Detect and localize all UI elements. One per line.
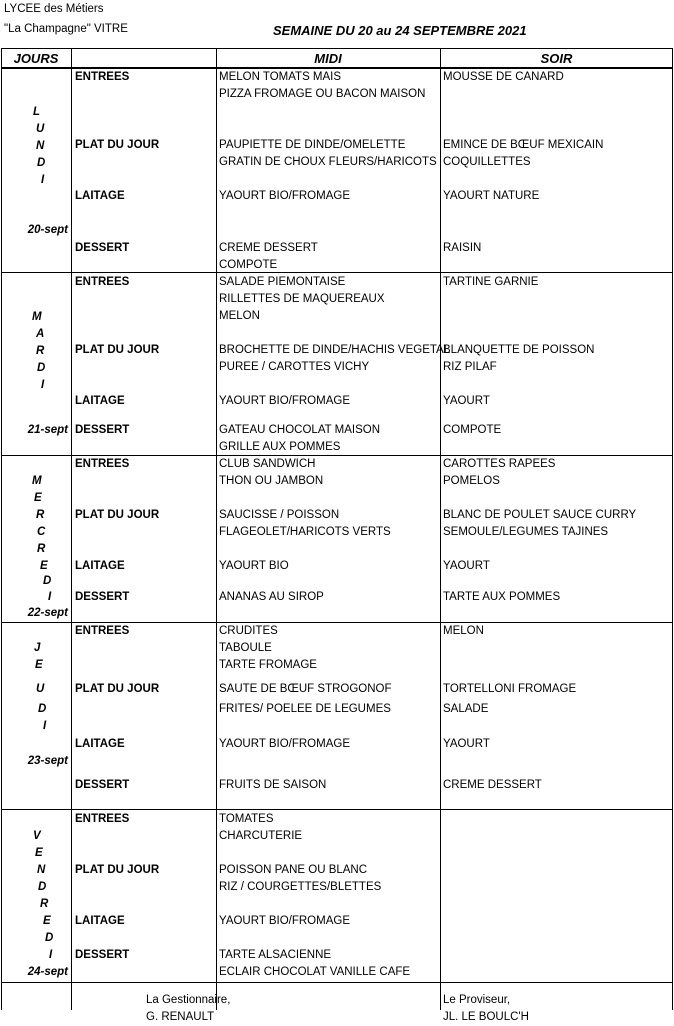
category-label: ENTREES	[75, 813, 130, 825]
day-letter: D	[37, 362, 46, 374]
day-letter: C	[37, 526, 46, 538]
day-letter: E	[40, 560, 48, 572]
soir-item: MELON	[443, 625, 484, 637]
category-label: PLAT DU JOUR	[75, 683, 160, 695]
column-divider-jours	[71, 48, 72, 1010]
table-border-top	[1, 48, 673, 49]
category-label: LAITAGE	[75, 190, 125, 202]
signature-gestionnaire-role: La Gestionnaire,	[146, 994, 231, 1006]
midi-item: CREME DESSERT	[219, 242, 318, 254]
day-date: 21-sept	[27, 424, 68, 436]
day-date: 20-sept	[27, 224, 68, 236]
category-label: ENTREES	[75, 458, 130, 470]
soir-item: COMPOTE	[443, 424, 502, 436]
midi-item: RILLETTES DE MAQUEREAUX	[219, 293, 385, 305]
day-letter: R	[36, 509, 45, 521]
school-subtitle: "La Champagne" VITRE	[4, 23, 128, 35]
category-label: LAITAGE	[75, 915, 125, 927]
menu-title: SEMAINE DU 20 au 24 SEPTEMBRE 2021	[273, 23, 527, 38]
day-letter: I	[48, 591, 52, 603]
soir-item: POMELOS	[443, 475, 500, 487]
midi-item: PIZZA FROMAGE OU BACON MAISON	[219, 88, 426, 100]
category-label: PLAT DU JOUR	[75, 344, 160, 356]
midi-item: YAOURT BIO/FROMAGE	[219, 738, 350, 750]
midi-item: YAOURT BIO/FROMAGE	[219, 395, 350, 407]
day-letter: D	[38, 703, 47, 715]
day-letter: I	[43, 720, 47, 732]
soir-item: TORTELLONI FROMAGE	[443, 683, 577, 695]
day-letter: A	[36, 328, 45, 340]
midi-item: GRILLE AUX POMMES	[219, 441, 341, 453]
midi-item: FRUITS DE SAISON	[219, 779, 327, 791]
midi-item: SALADE PIEMONTAISE	[219, 276, 346, 288]
category-label: LAITAGE	[75, 395, 125, 407]
soir-item: BLANC DE POULET SAUCE CURRY	[443, 509, 637, 521]
column-header-soir: SOIR	[540, 51, 573, 66]
midi-item: THON OU JAMBON	[219, 475, 324, 487]
table-border-bottom	[1, 982, 673, 983]
soir-item: MOUSSE DE CANARD	[443, 71, 564, 83]
day-letter: N	[36, 140, 45, 152]
column-divider-soir	[440, 48, 441, 1010]
soir-item: YAOURT	[443, 395, 490, 407]
day-letter: D	[37, 157, 46, 169]
midi-item: TABOULE	[219, 642, 272, 654]
category-label: PLAT DU JOUR	[75, 509, 160, 521]
day-letter: D	[45, 932, 54, 944]
soir-item: EMINCE DE BŒUF MEXICAIN	[443, 139, 604, 151]
soir-item: RIZ PILAF	[443, 361, 497, 373]
category-label: ENTREES	[75, 71, 130, 83]
table-border-right	[672, 48, 673, 1010]
category-label: DESSERT	[75, 779, 130, 791]
day-separator	[1, 622, 673, 623]
day-date: 23-sept	[27, 755, 68, 767]
day-letter: E	[35, 659, 43, 671]
soir-item: BLANQUETTE DE POISSON	[443, 344, 595, 356]
midi-item: TARTE FROMAGE	[219, 659, 317, 671]
day-letter: D	[43, 575, 52, 587]
soir-item: TARTINE GARNIE	[443, 276, 539, 288]
category-label: ENTREES	[75, 276, 130, 288]
midi-item: FRITES/ POELEE DE LEGUMES	[219, 703, 391, 715]
day-letter: J	[34, 642, 41, 654]
midi-item: PUREE / CAROTTES VICHY	[219, 361, 370, 373]
category-label: DESSERT	[75, 424, 130, 436]
day-letter: R	[40, 898, 49, 910]
midi-item: POISSON PANE OU BLANC	[219, 864, 368, 876]
midi-item: YAOURT BIO	[219, 560, 289, 572]
signature-proviseur-role: Le Proviseur,	[443, 994, 511, 1006]
midi-item: CRUDITES	[219, 625, 278, 637]
day-letter: D	[38, 881, 47, 893]
day-letter: R	[36, 345, 45, 357]
midi-item: ECLAIR CHOCOLAT VANILLE CAFE	[219, 966, 411, 978]
signature-gestionnaire-name: G. RENAULT	[146, 1011, 215, 1023]
day-letter: I	[49, 949, 53, 961]
midi-item: TOMATES	[219, 813, 274, 825]
day-separator	[1, 455, 673, 456]
day-letter: I	[41, 174, 45, 186]
day-separator	[1, 272, 673, 273]
midi-item: GATEAU CHOCOLAT MAISON	[219, 424, 381, 436]
midi-item: BROCHETTE DE DINDE/HACHIS VEGETAL	[219, 344, 451, 356]
midi-item: ANANAS AU SIROP	[219, 591, 324, 603]
column-header-midi: MIDI	[314, 51, 342, 66]
day-date: 24-sept	[27, 966, 68, 978]
midi-item: RIZ / COURGETTES/BLETTES	[219, 881, 382, 893]
day-letter: E	[43, 915, 51, 927]
day-letter: U	[36, 123, 45, 135]
midi-item: SAUCISSE / POISSON	[219, 509, 340, 521]
category-label: PLAT DU JOUR	[75, 139, 160, 151]
day-letter: V	[33, 830, 41, 842]
table-border-left	[1, 48, 2, 1010]
day-letter: E	[35, 847, 43, 859]
soir-item: YAOURT	[443, 560, 490, 572]
day-letter: R	[37, 543, 46, 555]
midi-item: GRATIN DE CHOUX FLEURS/HARICOTS	[219, 156, 437, 168]
signature-proviseur-name: JL. LE BOULC'H	[443, 1011, 529, 1023]
day-date: 22-sept	[27, 607, 68, 619]
soir-item: CREME DESSERT	[443, 779, 542, 791]
midi-item: MELON	[219, 310, 260, 322]
day-letter: N	[37, 864, 46, 876]
category-label: DESSERT	[75, 242, 130, 254]
header-separator	[1, 67, 673, 69]
midi-item: CHARCUTERIE	[219, 830, 303, 842]
soir-item: RAISIN	[443, 242, 482, 254]
soir-item: YAOURT NATURE	[443, 190, 540, 202]
category-label: ENTREES	[75, 625, 130, 637]
day-letter: U	[36, 683, 45, 695]
midi-item: FLAGEOLET/HARICOTS VERTS	[219, 526, 391, 538]
midi-item: TARTE ALSACIENNE	[219, 949, 332, 961]
column-header-jours: JOURS	[13, 51, 59, 66]
midi-item: YAOURT BIO/FROMAGE	[219, 190, 350, 202]
midi-item: COMPOTE	[219, 259, 278, 271]
day-letter: E	[34, 492, 42, 504]
midi-item: CLUB SANDWICH	[219, 458, 316, 470]
midi-item: MELON TOMATS MAIS	[219, 71, 342, 83]
soir-item: TARTE AUX POMMES	[443, 591, 561, 603]
category-label: LAITAGE	[75, 560, 125, 572]
category-label: DESSERT	[75, 949, 130, 961]
day-letter: I	[41, 379, 45, 391]
category-label: DESSERT	[75, 591, 130, 603]
soir-item: CAROTTES RAPEES	[443, 458, 556, 470]
soir-item: SALADE	[443, 703, 489, 715]
day-letter: M	[32, 475, 42, 487]
school-name: LYCEE des Métiers	[4, 3, 104, 15]
day-letter: M	[32, 311, 42, 323]
midi-item: YAOURT BIO/FROMAGE	[219, 915, 350, 927]
soir-item: YAOURT	[443, 738, 490, 750]
category-label: PLAT DU JOUR	[75, 864, 160, 876]
midi-item: SAUTE DE BŒUF STROGONOF	[219, 683, 392, 695]
soir-item: SEMOULE/LEGUMES TAJINES	[443, 526, 609, 538]
column-divider-midi	[216, 48, 217, 1010]
category-label: LAITAGE	[75, 738, 125, 750]
soir-item: COQUILLETTES	[443, 156, 531, 168]
midi-item: PAUPIETTE DE DINDE/OMELETTE	[219, 139, 406, 151]
day-separator	[1, 809, 673, 810]
day-letter: L	[33, 106, 41, 118]
